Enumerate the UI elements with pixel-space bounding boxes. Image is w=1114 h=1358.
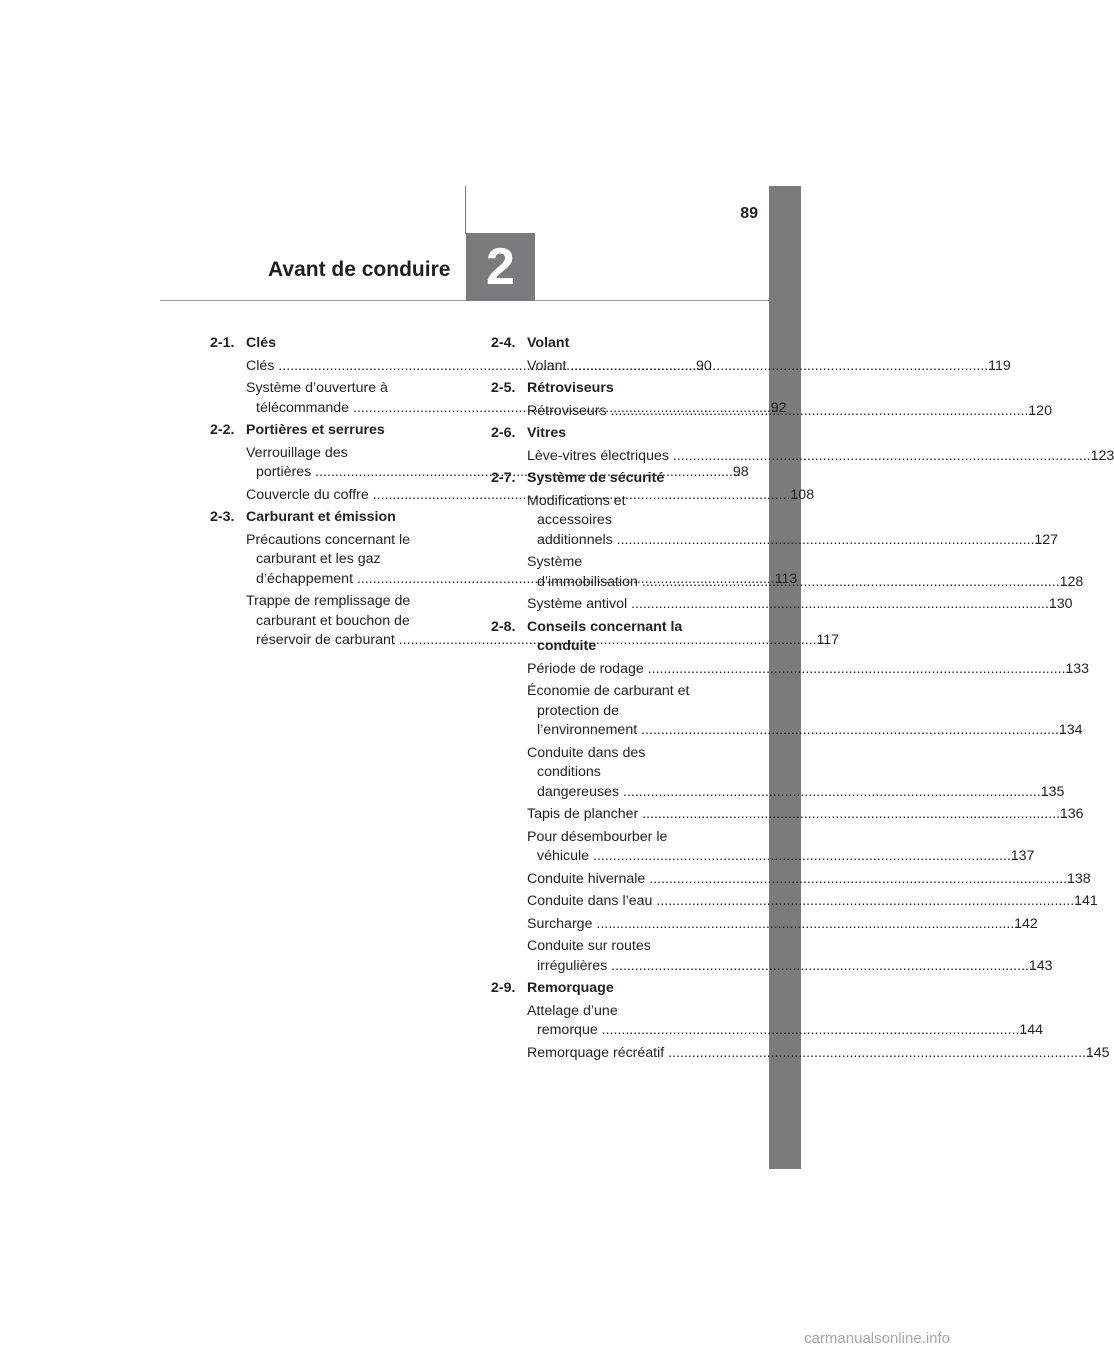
toc-entry-last-line xyxy=(527,357,1011,377)
toc-entry-label: Conduite hivernale ..... xyxy=(537,870,1075,890)
toc-entry xyxy=(491,682,1083,741)
toc-entry-page: 142 xyxy=(1014,915,1038,932)
toc-entry-label: d’échappement ..... xyxy=(266,570,783,590)
toc-section xyxy=(491,424,739,444)
toc-entry-text xyxy=(527,682,1083,741)
toc-entry-page: 145 xyxy=(1085,1044,1110,1061)
toc-entry-label: portières ..... xyxy=(266,463,741,483)
toc-entry-label: réservoir de carburant ..... xyxy=(266,631,824,651)
toc-entry-label: Surcharge ..... xyxy=(537,915,1022,935)
toc-entry-text xyxy=(527,892,1098,912)
toc-section xyxy=(210,334,443,354)
toc-entry-label: Tapis de plancher ..... xyxy=(537,805,1068,825)
header-horizontal-rule xyxy=(160,300,769,301)
toc-entry-page: 98 xyxy=(732,464,749,480)
toc-entry-text xyxy=(527,915,1038,935)
toc-section-number: 2-8. xyxy=(491,618,516,635)
toc-entry-text xyxy=(527,357,1011,377)
toc-entry-page: 135 xyxy=(1040,783,1065,800)
toc-entry-line: accessoires xyxy=(537,512,612,528)
toc-entry-text xyxy=(527,447,1114,467)
toc-entry-line: carburant et bouchon de xyxy=(256,612,410,629)
toc-entry-line: Économie de carburant et xyxy=(527,683,690,699)
toc-entry-text xyxy=(527,595,1073,615)
toc-section-title: Portières et serrures xyxy=(246,422,385,438)
toc-section-number: 2-3. xyxy=(210,509,235,525)
toc-entry-page: 120 xyxy=(1028,402,1052,419)
toc-entry xyxy=(491,892,1098,912)
toc-entry-last-line xyxy=(527,595,1073,615)
toc-entry-page: 123 xyxy=(1090,447,1114,464)
toc-section xyxy=(491,979,739,999)
toc-entry-last-line xyxy=(537,847,1035,867)
chapter-number-box: 2 xyxy=(466,233,535,301)
toc-entry-line: Pour désembourber le xyxy=(527,828,668,845)
toc-section-number: 2-1. xyxy=(210,335,235,351)
toc-entry xyxy=(491,828,1035,867)
toc-entry xyxy=(491,937,1053,976)
toc-entry-text xyxy=(527,1002,1044,1041)
toc-entry xyxy=(491,915,1038,935)
toc-entry-text xyxy=(527,937,1053,976)
footer-watermark: carmanualsonline.info xyxy=(804,1330,950,1347)
toc-entry-last-line xyxy=(537,531,1059,551)
toc-entry-label: véhicule ..... xyxy=(547,847,1019,867)
toc-entry-text xyxy=(527,744,1065,803)
toc-entry-line: Modifications et xyxy=(527,492,626,509)
toc-section xyxy=(491,379,739,399)
toc-entry-label: Clés ..... xyxy=(256,357,704,377)
toc-entry-line: Verrouillage des xyxy=(246,444,348,461)
toc-entry-last-line xyxy=(527,1044,1110,1064)
toc-entry-page: 138 xyxy=(1066,870,1091,887)
toc-entry-page: 143 xyxy=(1028,957,1053,974)
toc-entry-label: dangereuses ..... xyxy=(547,783,1049,803)
toc-entry-page: 117 xyxy=(816,632,840,648)
toc-entry-label: Rétroviseurs ..... xyxy=(537,402,1036,422)
toc-section-title: Clés xyxy=(246,335,276,351)
toc-section xyxy=(210,508,443,528)
toc-entry-label: Période de rodage ..... xyxy=(537,660,1073,680)
toc-section-number: 2-9. xyxy=(491,980,516,996)
toc-entry-line: conditions xyxy=(537,764,601,780)
toc-entry-label: Conduite dans l’eau ..... xyxy=(537,892,1082,912)
toc-section-title: Conseils concernant la conduite xyxy=(527,618,683,654)
toc-entry-last-line xyxy=(537,1021,1044,1041)
toc-entry-page: 113 xyxy=(774,570,798,587)
toc-section-title: Remorquage xyxy=(527,980,614,996)
toc-entry xyxy=(491,447,1114,467)
toc-entry-line: Conduite sur routes xyxy=(527,938,651,954)
toc-entry-last-line xyxy=(527,660,1090,680)
toc-entry-line: Système xyxy=(527,554,583,570)
toc-entry xyxy=(491,595,1073,615)
toc-entry-page: 90 xyxy=(696,357,712,374)
header-vertical-rule xyxy=(465,186,466,234)
toc-entry-line: Système d’ouverture à xyxy=(246,380,388,396)
toc-entry-last-line xyxy=(527,447,1114,467)
toc-entry-label: remorque ..... xyxy=(547,1021,1027,1041)
toc-entry xyxy=(491,660,1090,680)
toc-entry-label: Remorquage récréatif ..... xyxy=(537,1044,1094,1064)
toc-entry-page: 130 xyxy=(1048,596,1073,612)
toc-section-number: 2-6. xyxy=(491,425,516,441)
page-number: 89 xyxy=(740,205,758,222)
toc-entry-label: Système antivol ..... xyxy=(537,595,1057,615)
toc-entry-label: l’environnement ..... xyxy=(547,721,1067,741)
toc-entry-page: 119 xyxy=(988,357,1011,374)
toc-entry-label: Lève-vitres électriques ..... xyxy=(537,447,1099,467)
toc-entry-line: Attelage d’une xyxy=(527,1002,618,1019)
toc-entry-page: 92 xyxy=(770,399,787,416)
toc-section-number: 2-5. xyxy=(491,380,516,396)
toc-entry-label: Couvercle du coffre ..... xyxy=(256,486,798,506)
toc-entry-page: 108 xyxy=(790,486,815,503)
toc-entry-line: carburant et les gaz xyxy=(256,551,381,567)
toc-entry xyxy=(491,805,1084,825)
toc-entry-label: irrégulières ..... xyxy=(547,957,1037,977)
toc-entry-page: 128 xyxy=(1059,573,1084,590)
toc-section-title: Vitres xyxy=(527,425,567,441)
toc-entry-text xyxy=(527,660,1090,680)
toc-entry-last-line xyxy=(537,957,1053,977)
toc-entry-last-line xyxy=(527,915,1038,935)
toc-entry-label: Volant ..... xyxy=(537,357,996,377)
toc-entry-last-line xyxy=(527,870,1091,890)
toc-entry-page: 127 xyxy=(1034,531,1059,548)
toc-section xyxy=(210,421,443,441)
toc-entry-page: 136 xyxy=(1059,806,1084,822)
toc-entry xyxy=(491,1002,1044,1041)
toc-section xyxy=(491,469,739,489)
toc-entry-last-line xyxy=(527,892,1098,912)
toc-section-number: 2-7. xyxy=(491,470,516,486)
toc-section-title: Rétroviseurs xyxy=(527,380,614,396)
toc-section xyxy=(491,334,739,354)
toc-entry xyxy=(491,357,1011,377)
toc-entry-text xyxy=(527,870,1091,890)
toc-section-title: Système de sécurité xyxy=(527,470,665,486)
toc-entry xyxy=(491,1044,1110,1064)
chapter-title: Avant de conduire xyxy=(268,258,451,281)
toc-entry-label: télécommande ..... xyxy=(266,399,779,419)
toc-entry-text xyxy=(527,1044,1110,1064)
toc-entry-text xyxy=(527,805,1084,825)
toc-entry-page: 133 xyxy=(1065,660,1090,677)
toc-entry-text xyxy=(527,828,1035,867)
toc-entry-last-line xyxy=(537,721,1083,741)
toc-entry xyxy=(491,744,1065,803)
toc-section-number: 2-2. xyxy=(210,422,235,438)
toc-section-title: Volant xyxy=(527,335,570,351)
toc-entry-line: protection de xyxy=(537,702,620,719)
toc-entry-page: 144 xyxy=(1019,1022,1044,1038)
toc-entry-line: Conduite dans des xyxy=(527,744,646,761)
toc-entry-label: additionnels ..... xyxy=(547,531,1042,551)
toc-section-title: Carburant et émission xyxy=(246,509,396,525)
toc-section xyxy=(491,618,739,657)
toc-entry-page: 141 xyxy=(1074,893,1098,909)
toc-entry-page: 137 xyxy=(1010,848,1035,864)
toc-entry-last-line xyxy=(527,805,1084,825)
toc-entry-line: Précautions concernant le xyxy=(246,531,411,548)
toc-section-number: 2-4. xyxy=(491,335,516,351)
toc-entry-label: d’immobilisation ..... xyxy=(547,573,1068,593)
toc-entry xyxy=(491,870,1091,890)
toc-entry-last-line xyxy=(537,783,1065,803)
toc-entry-line: Trappe de remplissage de xyxy=(246,593,411,609)
toc-entry-page: 134 xyxy=(1058,722,1083,738)
